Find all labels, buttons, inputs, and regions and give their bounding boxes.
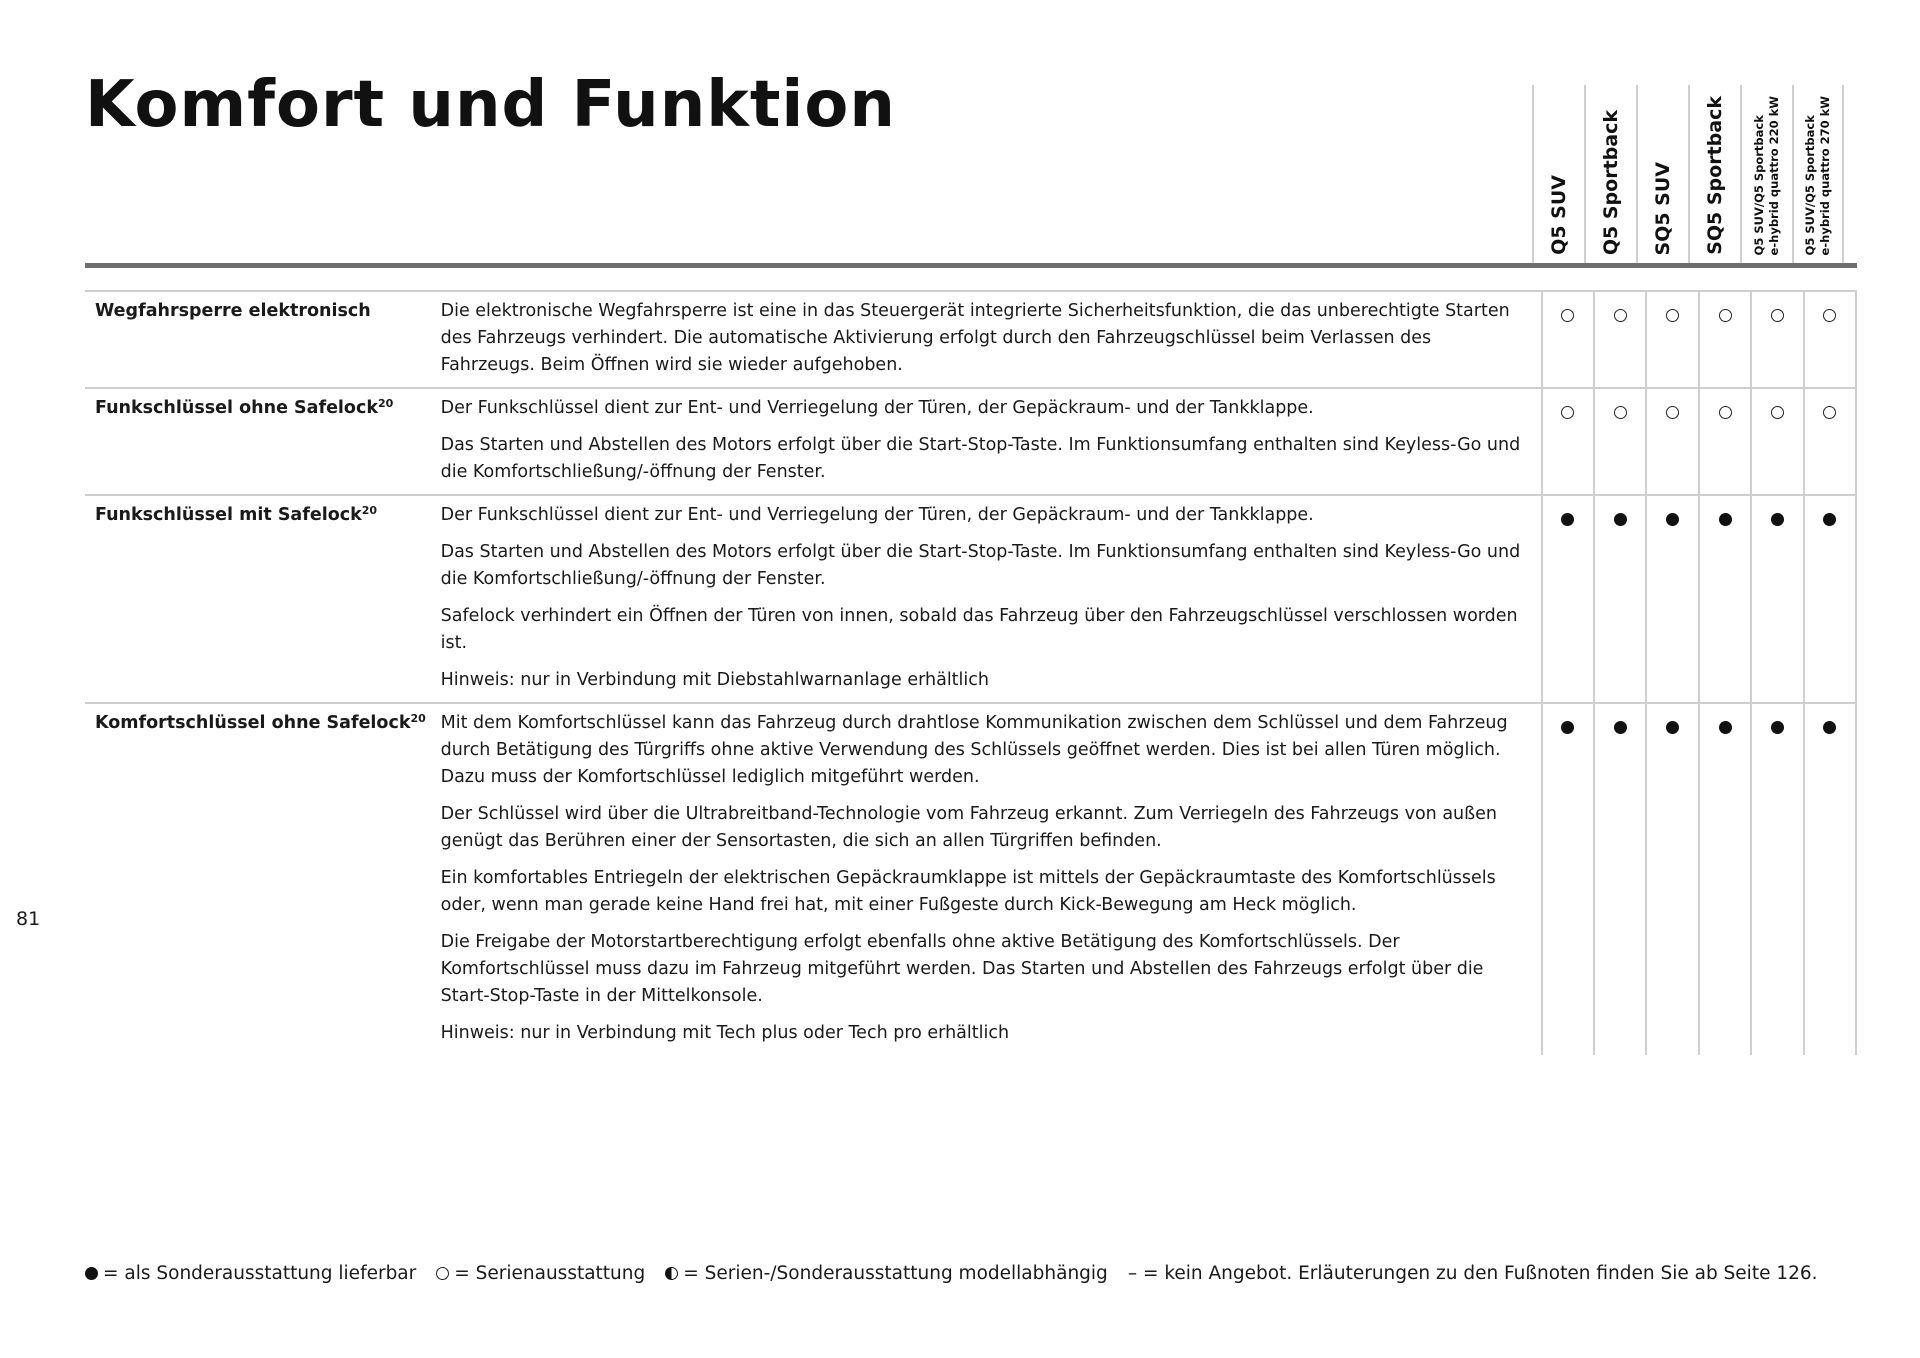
feature-table xyxy=(85,290,1857,1055)
open-circle-icon xyxy=(1823,406,1836,419)
filled-circle-icon xyxy=(1823,513,1836,526)
feature-name: Funkschlüssel ohne Safelock xyxy=(95,398,378,418)
open-circle-icon xyxy=(1561,406,1574,419)
column-header-label xyxy=(1803,96,1833,255)
feature-name: Funkschlüssel mit Safelock xyxy=(95,505,362,525)
page-number: 81 xyxy=(16,908,41,930)
availability-cell xyxy=(1594,703,1646,1055)
filled-circle-icon xyxy=(1719,721,1732,734)
half-filled-circle-icon xyxy=(665,1267,678,1280)
page-title: Komfort und Funktion xyxy=(85,68,896,142)
open-circle-icon xyxy=(1614,406,1627,419)
availability-cell xyxy=(1594,495,1646,703)
feature-description-paragraph: Der Funkschlüssel dient zur Ent- und Verriegelung der Türen, der Gepäckraum- und der Tankklappe. xyxy=(440,505,1314,525)
open-circle-icon xyxy=(1614,309,1627,322)
feature-name-cell xyxy=(85,388,441,495)
filled-circle-icon xyxy=(1561,513,1574,526)
availability-cell xyxy=(1542,495,1594,703)
column-header xyxy=(1636,85,1688,263)
open-circle-icon xyxy=(1771,309,1784,322)
feature-name-cell xyxy=(85,703,441,1055)
feature-name-cell xyxy=(85,291,441,388)
availability-cell xyxy=(1804,388,1856,495)
filled-circle-icon xyxy=(1719,513,1732,526)
footnote-ref: 20 xyxy=(361,504,378,517)
open-circle-icon xyxy=(1561,309,1574,322)
filled-circle-icon xyxy=(1614,721,1627,734)
filled-circle-icon xyxy=(1666,721,1679,734)
availability-cell xyxy=(1751,388,1803,495)
table-row xyxy=(85,703,1856,1055)
feature-description-paragraph: Die Freigabe der Motorstartberechtigung erfolgt ebenfalls ohne aktive Betätigung des Komfortschlüssels. Der Komfortschlüssel muss dazu im Fahrzeug mitgeführt werden. Das Starten und Abstellen des Fahrzeugs erfolgt über die Start-Stop-Taste in der Mittelkonsole. xyxy=(440,932,1484,1006)
availability-cell xyxy=(1594,291,1646,388)
column-header-label: SQ5 Sportback xyxy=(1704,96,1726,255)
feature-description-paragraph: Mit dem Komfortschlüssel kann das Fahrzeug durch drahtlose Kommunikation zwischen dem Schlüssel und dem Fahrzeug durch Betätigung des Türgriffs ohne aktive Verwendung des Schlüssels geöffnet werden. Dies ist bei allen Türen möglich. Dazu muss der Komfortschlüssel lediglich mitgeführt werden. xyxy=(440,713,1508,787)
availability-cell xyxy=(1699,495,1751,703)
feature-description-cell xyxy=(441,291,1542,388)
table-row xyxy=(85,291,1856,388)
filled-circle-icon xyxy=(85,1267,98,1280)
open-circle-icon xyxy=(1823,309,1836,322)
feature-name: Wegfahrsperre elektronisch xyxy=(95,301,371,321)
open-circle-icon xyxy=(1666,406,1679,419)
feature-description-paragraph: Der Schlüssel wird über die Ultrabreitband-Technologie vom Fahrzeug erkannt. Zum Verriegeln des Fahrzeugs von außen genügt das Berühren einer der Sensortasten, die sich an allen Türgriffen befinden. xyxy=(440,804,1498,851)
availability-cell xyxy=(1646,703,1698,1055)
feature-description-paragraph: Das Starten und Abstellen des Motors erfolgt über die Start-Stop-Taste. Im Funktionsumfang enthalten sind Keyless-Go und die Komfortschließung/-öffnung der Fenster. xyxy=(440,435,1521,482)
availability-cell xyxy=(1542,291,1594,388)
availability-cell xyxy=(1699,703,1751,1055)
feature-name: Komfortschlüssel ohne Safelock xyxy=(95,713,411,733)
column-header xyxy=(1740,85,1792,263)
header-divider xyxy=(85,263,1857,268)
legend-none xyxy=(1128,1263,1818,1284)
availability-cell xyxy=(1751,291,1803,388)
legend-optional xyxy=(85,1263,416,1284)
filled-circle-icon xyxy=(1666,513,1679,526)
availability-cell xyxy=(1751,495,1803,703)
open-circle-icon xyxy=(436,1267,449,1280)
legend-optional-text: = als Sonderausstattung lieferbar xyxy=(103,1263,417,1284)
column-header xyxy=(1792,85,1844,263)
availability-cell xyxy=(1751,703,1803,1055)
feature-description-cell xyxy=(441,703,1542,1055)
availability-cell xyxy=(1699,388,1751,495)
feature-description-paragraph: Hinweis: nur in Verbindung mit Diebstahlwarnanlage erhältlich xyxy=(440,670,989,690)
feature-description-paragraph: Hinweis: nur in Verbindung mit Tech plus oder Tech pro erhältlich xyxy=(440,1023,1010,1043)
filled-circle-icon xyxy=(1771,513,1784,526)
availability-cell xyxy=(1699,291,1751,388)
open-circle-icon xyxy=(1719,309,1732,322)
availability-cell xyxy=(1646,495,1698,703)
column-header-label: Q5 SUV xyxy=(1548,175,1570,255)
availability-cell xyxy=(1542,388,1594,495)
column-header-line: e-hybrid quattro 270 kW xyxy=(1818,95,1832,255)
column-header-label: SQ5 SUV xyxy=(1652,161,1674,255)
footnote-ref: 20 xyxy=(410,712,426,725)
feature-description-paragraph: Das Starten und Abstellen des Motors erfolgt über die Start-Stop-Taste. Im Funktionsumfang enthalten sind Keyless-Go und die Komfortschließung/-öffnung der Fenster. xyxy=(440,542,1521,589)
availability-cell xyxy=(1804,703,1856,1055)
availability-cell xyxy=(1646,291,1698,388)
filled-circle-icon xyxy=(1823,721,1836,734)
feature-description-cell xyxy=(441,388,1542,495)
availability-cell xyxy=(1804,495,1856,703)
legend-standard-text: = Serienausstattung xyxy=(454,1263,646,1284)
column-header xyxy=(1688,85,1740,263)
legend-none-text: – = kein Angebot. Erläuterungen zu den Fußnoten finden Sie ab Seite 126. xyxy=(1127,1263,1818,1284)
table-row xyxy=(85,495,1856,703)
column-header xyxy=(1532,85,1584,263)
filled-circle-icon xyxy=(1614,513,1627,526)
feature-description-paragraph: Die elektronische Wegfahrsperre ist eine in das Steuergerät integrierte Sicherheitsfunktion, die das unberechtigte Starten des Fahrzeugs verhindert. Die automatische Aktivierung erfolgt durch den Fahrzeugschlüssel beim Verlassen des Fahrzeugs. Beim Öffnen wird sie wieder aufgehoben. xyxy=(440,301,1510,375)
feature-description-cell xyxy=(441,495,1542,703)
table-row xyxy=(85,388,1856,495)
legend-depends xyxy=(665,1263,1108,1284)
column-header-label xyxy=(1752,96,1782,255)
column-header-line: e-hybrid quattro 220 kW xyxy=(1767,95,1781,255)
feature-description-paragraph: Safelock verhindert ein Öffnen der Türen von innen, sobald das Fahrzeug über den Fahrzeugschlüssel verschlossen worden ist. xyxy=(440,606,1518,653)
column-header-label: Q5 Sportback xyxy=(1600,109,1622,255)
filled-circle-icon xyxy=(1771,721,1784,734)
column-header-line: Q5 SUV/Q5 Sportback xyxy=(1752,114,1766,255)
open-circle-icon xyxy=(1719,406,1732,419)
legend-depends-text: = Serien-/Sonderausstattung modellabhängig xyxy=(683,1263,1108,1284)
footnote-ref: 20 xyxy=(377,397,394,410)
availability-cell xyxy=(1594,388,1646,495)
feature-description-paragraph: Der Funkschlüssel dient zur Ent- und Verriegelung der Türen, der Gepäckraum- und der Tankklappe. xyxy=(440,398,1314,418)
availability-cell xyxy=(1542,703,1594,1055)
filled-circle-icon xyxy=(1561,721,1574,734)
column-header xyxy=(1584,85,1636,263)
feature-description-paragraph: Ein komfortables Entriegeln der elektrischen Gepäckraumklappe ist mittels der Gepäckraumtaste des Komfortschlüssels oder, wenn man gerade keine Hand frei hat, mit einer Fußgeste durch Kick-Bewegung am Heck möglich. xyxy=(440,868,1496,915)
open-circle-icon xyxy=(1666,309,1679,322)
column-header-line: Q5 SUV/Q5 Sportback xyxy=(1803,114,1817,255)
availability-cell xyxy=(1646,388,1698,495)
feature-name-cell xyxy=(85,495,441,703)
open-circle-icon xyxy=(1771,406,1784,419)
legend xyxy=(85,1263,1838,1284)
legend-standard xyxy=(436,1263,645,1284)
availability-cell xyxy=(1804,291,1856,388)
